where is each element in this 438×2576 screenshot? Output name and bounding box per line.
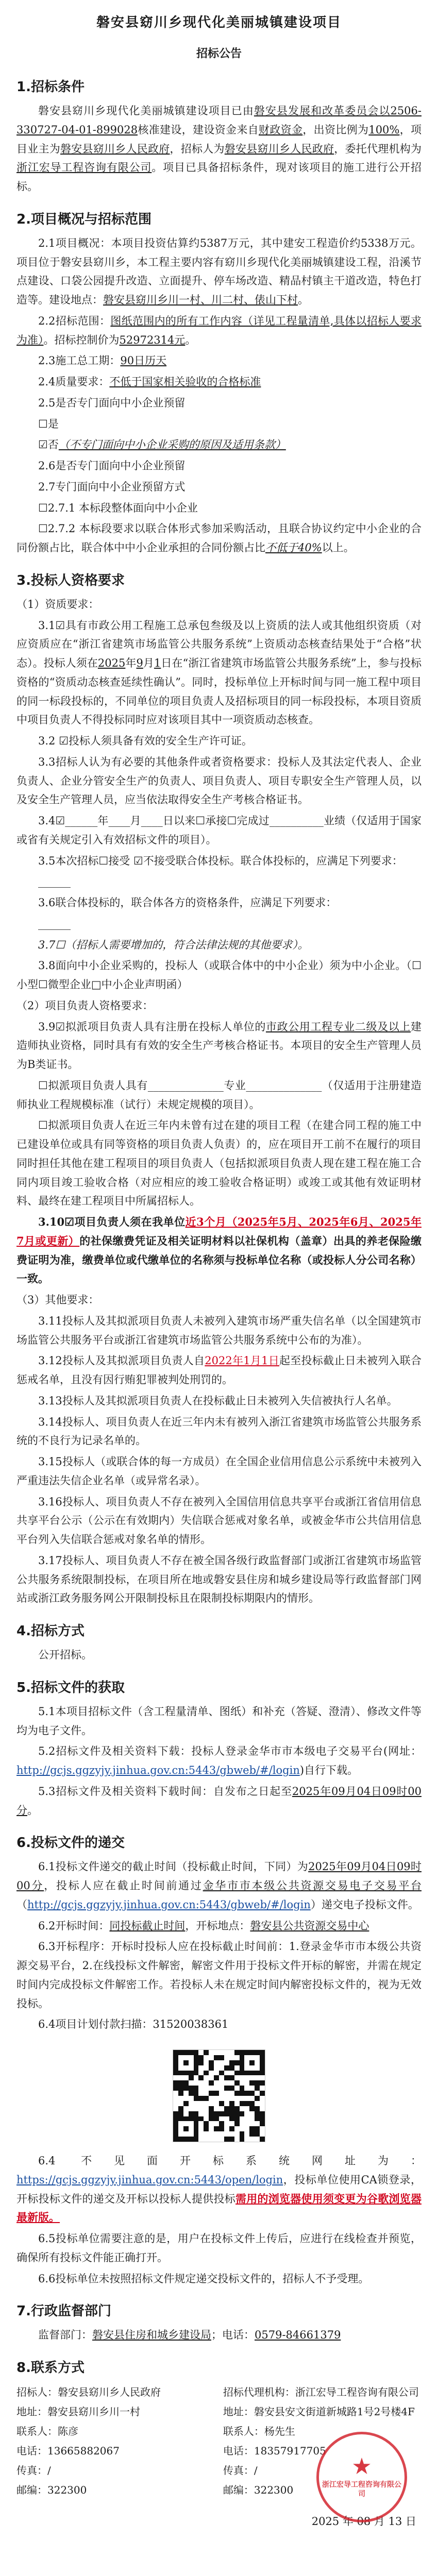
open-time: 同投标截止时间 (109, 1919, 186, 1932)
qualification-314: 3.14投标人、项目负责人在近三年内未有被列入浙江省建筑市场监管公共服务系统的不良行为记录名单的。 (16, 1415, 422, 1447)
construction-period (16, 351, 422, 370)
value: 18357917705 (254, 2445, 326, 2457)
checkbox-yes[interactable]: ☐是 (38, 417, 59, 430)
value: 磐安县窈川乡人民政府 (58, 2386, 161, 2398)
quality-requirement (16, 372, 422, 392)
text: 3.1☑具有市政公用工程施工总承包叁级及以上资质的法人或其他组织资质（对应资质应在“浙江省建筑市场监管公共服务系统”上资质动态核查结果处于“合格”状态）。投标人须在 (16, 619, 422, 669)
text: 3.12投标人及其拟派项目负责人自 (38, 1354, 205, 1367)
text: ，投标人应在截止时间前通过 (44, 1879, 203, 1892)
value: 13665882067 (47, 2445, 120, 2457)
docs-51: 5.1本项目招标文件（含工程量清单、图纸）和补充（答疑、澄清）、修改文件等均为电子文件。 (16, 1705, 422, 1737)
scope-value: 图纸范围内的所有工作内容（详见工程量清单,具体以招标人要求为准） (16, 314, 422, 346)
text: ，项目业主为 (16, 123, 422, 155)
download-deadline: 2025年09月04日09时00分 (16, 1785, 422, 1817)
project-code: 2506-330727-04-01-899028 (16, 105, 422, 136)
text: 6.4 不见面开标系统网址为： (38, 2155, 422, 2167)
fund-ratio: 100% (368, 123, 400, 136)
label: 招标代理机构： (223, 2386, 295, 2398)
text: 。 (298, 294, 309, 306)
section-heading-1: 1.招标条件 (16, 79, 85, 95)
text: 日在“浙江省建筑市场监管公共服务系统”上，参与投标资格的“资质动态核查延续性确认”。同时，投标单位上开标时间与同一施工程中项目的同一标段投标的，不同单位的项目负责人及招标项目的同一标段投标，本项目资质中项目负责人不得投标同时应对该项目其中一项资质动态核查。 (16, 657, 422, 726)
qualification-36-blank: ______ (38, 917, 71, 930)
value: / (254, 2464, 258, 2477)
text: 。 (185, 333, 196, 346)
qualification-37: 3.7☐（招标人需要增加的，符合法律法规的其他要求）。 (38, 938, 309, 951)
seal-star-icon: ★ (351, 2453, 372, 2480)
qr-code-wrapper (16, 2049, 422, 2142)
contact-row (16, 2382, 215, 2402)
text: ☐2.7.2 本标段要求以联合体形式参加采购活动，且联合协议约定中小企业的合同份额占比，联合体中中小企业承担的合同份额占比 (16, 522, 422, 554)
seal-text: 浙江宏导工程咨询有限公司 (322, 2480, 401, 2498)
control-price: 52972314元 (119, 333, 186, 346)
submit-deadline: 2025年09月04日09时00分 (16, 1860, 422, 1892)
open-system-link[interactable]: https://gcjs.ggzyjy.jinhua.gov.cn:5443/open/login (16, 2173, 283, 2186)
text: ，投标单位使用CA锁登录，开标投标文件的递交及开标以投标人提供投标 (16, 2173, 422, 2205)
contact-row (16, 2402, 215, 2421)
qualification-311: 3.11投标人及其拟派项目负责人未被列入建筑市场严重失信名单（以全国建筑市场监管公共服务平台或浙江省建筑市场监管公共服务系统中公布的为准）。 (16, 1314, 422, 1346)
text: 。 (27, 1804, 38, 1817)
text: 5.2招标文件及相关资料下载：投标人登录金华市市本级电子交易平台(网址： (38, 1745, 422, 1758)
sme-reserved-question: 2.5是否专门面向中小企业预留 (38, 396, 186, 409)
day: 1 (154, 657, 161, 669)
text: 3.9☑拟派项目负责人具有注册在投标人单位的 (38, 1020, 266, 1033)
qualification-subheading: （1）资质要求： (16, 598, 99, 611)
sme-reserved-method: 2.7专门面向中小企业预留方式 (38, 480, 186, 493)
text: 5.3招标文件及相关资料下载时间：自发布之日起至 (38, 1785, 292, 1798)
agency: 浙江宏导工程咨询有限公司 (16, 161, 152, 174)
text: 磐安县窈川乡现代化美丽城镇建设项目已由 (38, 105, 254, 117)
publish-date: 2025 年 08 月 13 日 (311, 2515, 416, 2528)
qualification-33: 3.3招标人认为有必要的其他条件或者资格要求：投标人及其法定代表人、企业负责人、企业分管安全生产的负责人、项目负责人、项目专职安全生产管理人员，以及安全生产管理人员，应当依法取得安全生产考核合格证书。 (16, 755, 422, 806)
submit-64: 6.4项目计划付款扫描：31520038361 (38, 2018, 229, 2031)
text: ，开标地点： (185, 1919, 250, 1932)
contact-row (16, 2421, 215, 2441)
submit-61 (16, 1857, 422, 1914)
option-271[interactable]: ☐2.7.1 本标段整体面向中小企业 (38, 501, 198, 514)
contact-row (16, 2461, 215, 2480)
label: 传真： (223, 2464, 254, 2477)
contact-row (223, 2421, 422, 2441)
label: 邮编： (223, 2484, 254, 2496)
label: 电话： (223, 2445, 254, 2457)
section-heading-3: 3.投标人资格要求 (16, 572, 125, 588)
section-heading-2: 2.项目概况与招标范围 (16, 211, 151, 227)
text: 以上。 (322, 541, 355, 554)
value: 杨先生 (264, 2425, 295, 2437)
text: ，委托代理机构为 (334, 142, 422, 155)
company-seal-icon (316, 2432, 407, 2522)
open-place: 磐安县公共资源交易中心 (250, 1919, 369, 1932)
submit-65 (16, 2151, 422, 2227)
qualification-310 (16, 1213, 422, 1289)
text: 的社保缴费凭证及相关证明材料以社保机构（盖章）出具的养老保险缴费证明为准，缴费单位或代缴单位的名称须与投标单位名称（或投标人分公司名称）一致。 (16, 1234, 422, 1285)
section-heading-5: 5.招标文件的获取 (16, 1680, 125, 1696)
label: 传真： (16, 2464, 47, 2477)
label: 电话： (16, 2445, 47, 2457)
qualification-38: 3.8面向中小企业采购的，投标人（或联合体中的中小企业）须为中小企业。（☐小型☐微型企业□中小企业声明函） (16, 959, 422, 991)
contact-tenderer (16, 2382, 215, 2500)
value: / (47, 2464, 51, 2477)
submit-63: 6.3开标程序：开标时投标人应在投标截止时间前：1.登录金华市市本级公共资源交易平台，2.在线投标文件解密，解密文件用于投标文件开标的解密，并需在规定时间内完成投标文件解密工作。若投标人未在规定时间内解密投标文件的，视为无效投标。 (16, 1940, 422, 2010)
label: 地址： (16, 2405, 47, 2418)
text: ，出资比例为 (302, 123, 369, 136)
qualification-313: 3.13投标人及其拟派项目负责人在投标截止日未被列入失信被执行人名单。 (38, 1394, 398, 1407)
text: 2.2招标范围： (38, 314, 111, 327)
qualification-317: 3.17投标人、项目负责人不存在被全国各级行政监督部门或浙江省建筑市场监管公共服务系统限制投标，在项目所在地或磐安县住房和城乡建设局等行政监督部门网站或浙江政务服务网公开限制投标且在限制投标期限内的情形。 (16, 1554, 422, 1605)
text: 6.1投标文件递交的截止时间（投标截止时间，下同）为 (38, 1860, 309, 1873)
pm-requirement: 市政公用工程专业二级及以上 (265, 1020, 411, 1033)
value: 磐安县窈川乡川一村 (47, 2405, 140, 2418)
qr-code-icon[interactable] (173, 2049, 265, 2142)
docs-52 (16, 1742, 422, 1780)
tender-method: 公开招标。 (38, 1649, 92, 1661)
label: 邮编： (16, 2484, 47, 2496)
qualification-36: 3.6联合体投标的，联合体各方的资格条件，应满足下列要求： (38, 896, 337, 909)
qualification-35-blank: ______ (38, 875, 71, 888)
option-272[interactable] (16, 519, 422, 557)
submit-67: 6.6投标单位未按照招标文件规定递交投标文件的，招标人不予受理。 (38, 2272, 369, 2285)
section-heading-7: 7.行政监督部门 (16, 2303, 111, 2319)
qualification-34: 3.4☑______年____月____日以来☐承接☐完成过__________业绩（仅适用于国家或省有关规定引入有效招标文件的项目）。 (16, 815, 422, 846)
value: 322300 (47, 2484, 87, 2496)
value: 磐安县安文街道新城路1号2号楼4F (254, 2405, 415, 2418)
year: 2025 (97, 657, 126, 669)
contact-row (16, 2480, 215, 2500)
share-ratio: 不低于40% (265, 541, 322, 554)
value: 322300 (254, 2484, 294, 2496)
qualification-35: 3.5本次招标☐接受 ☑不接受联合体投标。联合体投标的，应满足下列要求： (38, 854, 403, 867)
project-owner: 磐安县窈川乡人民政府 (60, 142, 170, 155)
qualification-39 (16, 1018, 422, 1074)
other-subheading: （3）其他要求： (16, 1294, 99, 1306)
project-overview (16, 234, 422, 310)
text: 。项目已具备招标条件，现对该项目的施工进行公开招标。 (16, 161, 422, 193)
section-heading-4: 4.招标方式 (16, 1623, 85, 1639)
qualification-31 (16, 616, 422, 730)
text: ，招标人为 (170, 142, 225, 155)
project-location: 磐安县窈川乡川一村、川二村、俵山下村 (103, 294, 298, 306)
period-value: 90日历天 (120, 354, 167, 367)
supervision-phone: 0579-84661379 (255, 2329, 341, 2342)
qualification-39-note: ☐拟派项目负责人在近三年内未曾有过在建的项目工程（在建合同工程的施工中已建设单位或具有同等资格的项目负责人负责）的，应在项目开工前不在履行的项目同时担任其他在建工程项目的项目负责人（包括拟派项目负责人现在建工程在施工合同内项目竣工验收合格（对应相应的竣工验收合格证明）或竣工或其他有效证明材料、最终在建工程项目中所属招标人。 (16, 1119, 422, 1208)
label: 联系人： (223, 2425, 264, 2437)
tenderer: 磐安县窈川乡人民政府 (224, 142, 334, 155)
label: 地址： (223, 2405, 254, 2418)
text: 年 (125, 657, 137, 669)
contact-row (223, 2382, 422, 2402)
text: 2.4质量要求： (38, 376, 110, 388)
month: 9 (136, 657, 143, 669)
supervision-dept: 磐安县住房和城乡建设局 (92, 2329, 211, 2342)
platform-name: 金华市市本级公共资源交易电子交易平台 (203, 1879, 422, 1892)
contact-row (16, 2441, 215, 2461)
text: （ (16, 1898, 27, 1911)
submit-62 (16, 1917, 422, 1936)
text: 核准建设，建设资金来自 (138, 123, 259, 136)
checkbox-no[interactable] (16, 435, 422, 454)
page-subtitle: 招标公告 (196, 47, 242, 60)
platform-link[interactable]: http://gcjs.ggzyjy.jinhua.gov.cn:5443/gbweb/#/login (27, 1898, 311, 1911)
text: 2.1项目概况：本项目投资估算约5387万元，其中建安工程造价约5338万元。项目位于磐安县窈川乡，本工程主要内容有窈川乡现代化美丽城镇建设工程，沿溪节点建设、口袋公园提升改造、立面提升、停车场改造、精品村镇主干道改造，特色打造等。建设地点： (16, 236, 422, 306)
supervision (16, 2326, 422, 2345)
text: 2.3施工总工期： (38, 354, 121, 367)
platform-link[interactable]: http://gcjs.ggzyjy.jinhua.gov.cn:5443/gbweb/#/login (16, 1764, 300, 1776)
qualification-39-alt: ☐拟派项目负责人具有______________专业______________（仅适用于注册建造师执业工程规模标准（试行）未规定规模的项目）。 (16, 1079, 422, 1111)
value: 浙江宏导工程咨询有限公司 (295, 2386, 419, 2398)
label: 联系人： (16, 2425, 58, 2437)
submit-66: 6.5投标单位需要注意的是，用户在投标文件上传后，应进行在线检查并预览，确保所有投标文件能正确打开。 (16, 2232, 422, 2264)
start-date: 2022年1月1日 (205, 1354, 279, 1367)
page-title: 磐安县窈川乡现代化美丽城镇建设项目 (96, 15, 342, 30)
text: 月 (143, 657, 154, 669)
text: 起至投标截止日未被列入联合惩戒名单，且没有因行贿犯罪被判处刑罚的。 (16, 1354, 422, 1386)
text: ；电话： (211, 2329, 255, 2342)
tender-scope (16, 312, 422, 350)
qualification-312 (16, 1351, 422, 1389)
fund-source: 财政资金 (259, 123, 303, 136)
section-1-paragraph (16, 101, 422, 196)
text: 3.10☑项目负责人须在我单位 (38, 1215, 186, 1228)
docs-53 (16, 1782, 422, 1820)
text: 6.2开标时间： (38, 1919, 110, 1932)
social-insurance-period: 近3个月（2025年5月、2025年6月、2025年7月或更新） (16, 1215, 422, 1247)
approver: 磐安县发展和改革委员会以 (254, 105, 391, 117)
qualification-315: 3.15投标人（或联合体的每一方成员）在全国企业信用信息公示系统中未被列入严重违法失信企业名单（或异常名录）。 (16, 1455, 422, 1487)
text: ☑否 (38, 438, 59, 451)
text: 建造师执业资格，同时具有有效的安全生产考核合格证书。本项目的安全生产管理人员为B类证书。 (16, 1020, 422, 1071)
browser-note: 需用的浏览器使用须变更为谷歌浏览器最新版。 (16, 2192, 422, 2224)
sme-reserved-question-2: 2.6是否专门面向中小企业预留 (38, 460, 186, 472)
pm-subheading: （2）项目负责人资格要求： (16, 999, 154, 1012)
text: )自行下载。 (299, 1764, 359, 1776)
text: 监督部门： (38, 2329, 92, 2342)
label: 招标人： (16, 2386, 58, 2398)
quality-value: 不低于国家相关验收的合格标准 (109, 376, 261, 388)
contact-block (16, 2382, 422, 2500)
contact-row (223, 2402, 422, 2421)
text: 。招标控制价为 (43, 333, 120, 346)
value: 陈彦 (58, 2425, 78, 2437)
text: ）递交电子投标文件。 (310, 1898, 419, 1911)
no-reason: （不专门面向中小企业采购的原因及适用条款） (58, 438, 286, 451)
qualification-32: 3.2 ☑投标人须具备有效的安全生产许可证。 (38, 735, 252, 747)
qualification-316: 3.16投标人、项目负责人不存在被列入全国信用信息共享平台或浙江省信用信息共享平台公示（公示在有效期内）失信联合惩戒对象名单，或被金华市公共信用信息平台列入失信联合惩戒对象名单的情形。 (16, 1495, 422, 1546)
section-heading-8: 8.联系方式 (16, 2360, 85, 2376)
section-heading-6: 6.投标文件的递交 (16, 1835, 125, 1851)
